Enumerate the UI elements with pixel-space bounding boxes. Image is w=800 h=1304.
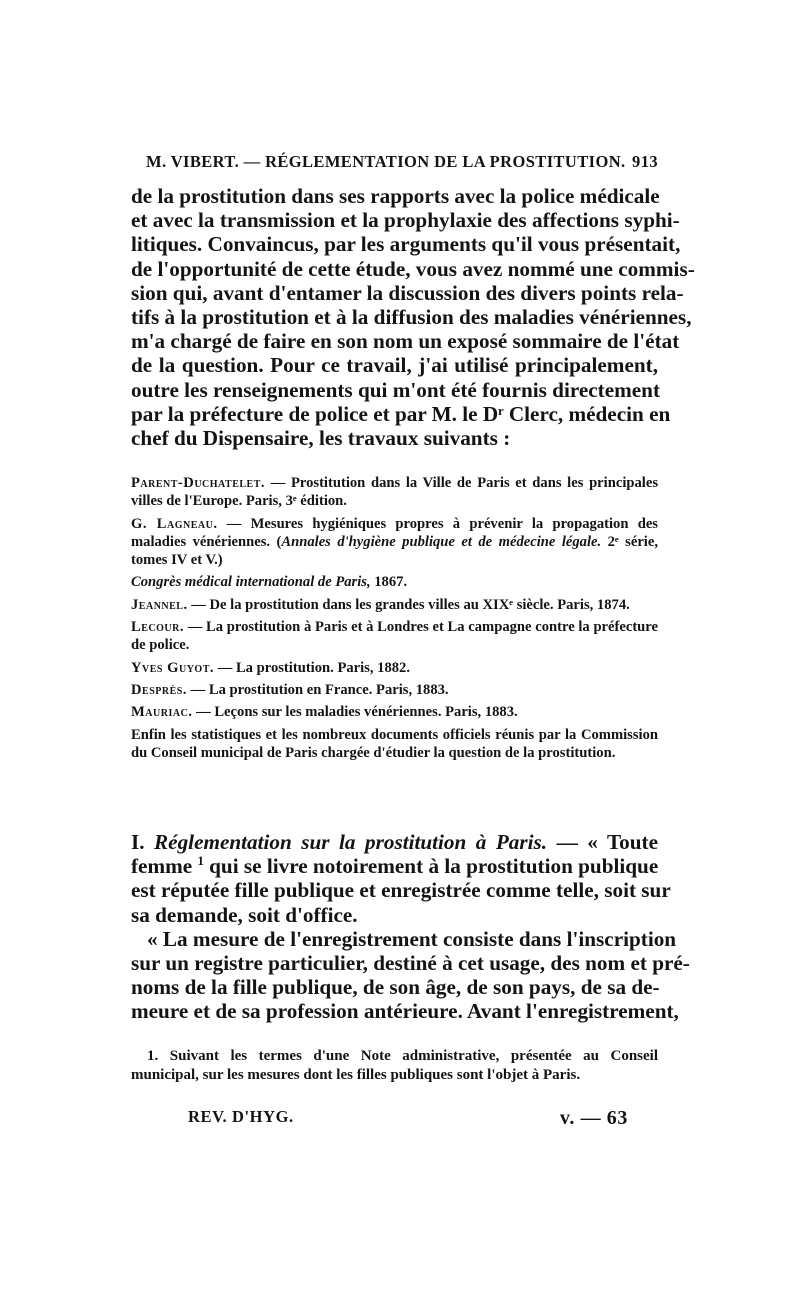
section-line-text: qui se livre notoirement à la prostitution publique <box>203 854 659 879</box>
section-number: I. <box>131 830 145 854</box>
bibliography-entry <box>131 681 658 699</box>
footnote-ref: 1 <box>197 854 204 869</box>
bibliography-entry <box>131 515 658 570</box>
ref-text: — La prostitution à Paris et à Londres et La campagne contre la préfecture de police. <box>131 619 658 654</box>
section-heading-line <box>131 830 658 854</box>
ref-author: Yves Guyot. <box>131 659 215 676</box>
running-header <box>146 152 658 172</box>
footnote <box>131 1047 658 1084</box>
page-footer <box>188 1107 628 1130</box>
running-title: M. VIBERT. — RÉGLEMENTATION DE LA PROSTITUTION. <box>146 152 626 171</box>
ref-author: Mauriac. <box>131 704 193 721</box>
ref-text: — Prostitution dans la Ville de Paris et dans les principales villes de l'Europe. Paris, 3ᵉ édition. <box>131 475 658 510</box>
section-line: « La mesure de l'enregistrement consiste dans l'inscription <box>147 926 677 951</box>
bibliography-entry <box>131 573 658 591</box>
ref-text: — La prostitution. Paris, 1882. <box>214 659 410 676</box>
section-line: sa demande, soit d'office. <box>131 902 358 927</box>
ref-text: — Mesures hygiéniques propres à prévenir la propagation des maladies vénériennes. ( <box>131 515 658 550</box>
intro-line: de la question. Pour ce travail, j'ai utilisé principalement, <box>131 353 658 378</box>
intro-line: outre les renseignements qui m'ont été fournis directement <box>131 377 661 402</box>
section-line <box>131 854 658 878</box>
bibliography-entry <box>131 618 658 655</box>
intro-paragraph <box>131 184 695 451</box>
ref-tail: 2ᵉ série, tomes IV et V.) <box>131 533 658 569</box>
ref-text: — Leçons sur les maladies vénériennes. Paris, 1883. <box>192 704 518 721</box>
section-one <box>131 830 690 1024</box>
bibliography-entry <box>131 596 658 614</box>
volume-signature: v. — 63 <box>559 1107 628 1129</box>
intro-line: sion qui, avant d'entamer la discussion des divers points rela- <box>131 280 684 305</box>
section-line: est réputée fille publique et enregistrée comme telle, soit sur <box>131 878 671 903</box>
ref-text: — La prostitution en France. Paris, 1883. <box>186 681 449 698</box>
journal-abbrev: REV. D'HYG. <box>188 1107 294 1126</box>
intro-line: tifs à la prostitution et à la diffusion des maladies vénériennes, <box>131 305 692 330</box>
ref-text: — De la prostitution dans les grandes villes au XIXᵉ siècle. Paris, 1874. <box>187 596 630 613</box>
ref-author: Desprès. <box>131 681 187 698</box>
intro-line: litiques. Convaincus, par les arguments qu'il vous présentait, <box>131 232 681 257</box>
ref-author: Lecour. <box>131 619 184 636</box>
intro-line: de l'opportunité de cette étude, vous avez nommé une commis- <box>131 256 695 281</box>
ref-author: Jeannel. <box>131 596 188 613</box>
footnote-marker: 1. <box>147 1048 159 1064</box>
section-line: meure et de sa profession antérieure. Avant l'enregistrement, <box>131 999 679 1024</box>
bibliography-entry <box>131 474 658 511</box>
ref-author: G. Lagneau. <box>131 515 218 532</box>
bibliography-entry <box>131 703 658 721</box>
intro-line: par la préfecture de police et par M. le Dʳ Clerc, médecin en <box>131 401 671 426</box>
bibliography-entry <box>131 659 658 677</box>
ref-journal-title: Annales d'hygiène publique et de médecine légale. <box>281 533 602 550</box>
section-title: Réglementation sur la prostitution à Paris. <box>154 830 548 854</box>
ref-tail: 1867. <box>370 574 408 591</box>
intro-line: m'a chargé de faire en son nom un exposé sommaire de l'état <box>131 329 680 354</box>
page-number: 913 <box>632 152 658 171</box>
intro-line: et avec la transmission et la prophylaxie des affections syphi- <box>131 208 680 233</box>
section-line-text: — « Toute <box>547 830 659 854</box>
ref-author: Parent-Duchatelet. <box>131 475 266 491</box>
section-line: noms de la fille publique, de son âge, de son pays, de sa de- <box>131 975 660 1000</box>
ref-title: Congrès médical international de Paris, <box>131 574 371 591</box>
footnote-text: Suivant les termes d'une Note administrative, présentée au Conseil municipal, sur les mesures dont les filles publiques sont l'objet à Paris. <box>131 1048 658 1083</box>
bibliography-closing-note: Enfin les statistiques et les nombreux documents officiels réunis par la Commission du Conseil municipal de Paris chargée d'étudier la question de la prostitution. <box>131 726 658 761</box>
bibliography-list <box>131 474 658 766</box>
intro-line: chef du Dispensaire, les travaux suivants : <box>131 426 511 451</box>
intro-line: de la prostitution dans ses rapports avec la police médicale <box>131 184 660 208</box>
section-line-text: femme <box>131 854 193 879</box>
section-line: sur un registre particulier, destiné à cet usage, des nom et pré- <box>131 951 690 976</box>
